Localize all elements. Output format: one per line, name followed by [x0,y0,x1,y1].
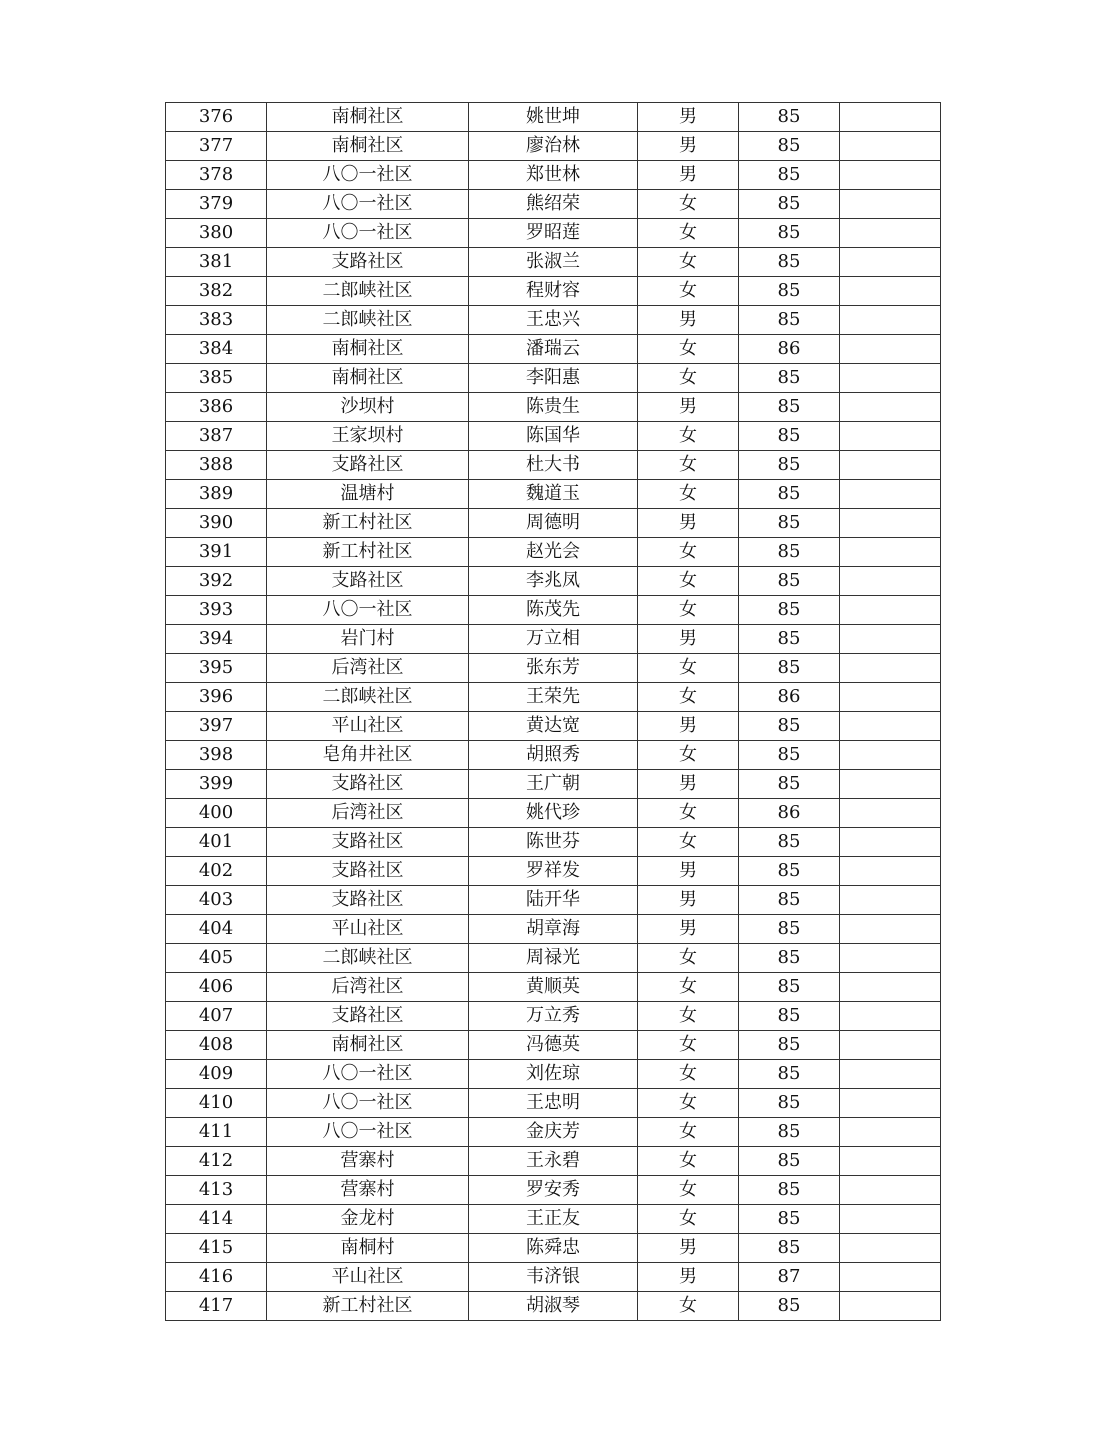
row-number: 389 [166,480,267,509]
age-cell: 85 [739,596,840,625]
person-name-cell: 郑世林 [469,161,638,190]
community-cell: 王家坝村 [267,422,469,451]
person-name-cell: 周禄光 [469,944,638,973]
gender-cell: 男 [638,393,739,422]
remark-cell [840,712,941,741]
row-number: 390 [166,509,267,538]
row-number: 386 [166,393,267,422]
community-cell: 支路社区 [267,828,469,857]
person-name-cell: 万立相 [469,625,638,654]
remark-cell [840,538,941,567]
person-name-cell: 魏道玉 [469,480,638,509]
table-row [166,596,941,625]
age-cell: 85 [739,1118,840,1147]
community-cell: 支路社区 [267,248,469,277]
community-cell: 八〇一社区 [267,596,469,625]
gender-cell: 女 [638,828,739,857]
table-row [166,944,941,973]
table-row [166,1118,941,1147]
community-cell: 支路社区 [267,567,469,596]
remark-cell [840,799,941,828]
row-number: 410 [166,1089,267,1118]
row-number: 415 [166,1234,267,1263]
person-name-cell: 李兆凤 [469,567,638,596]
gender-cell: 女 [638,1147,739,1176]
person-name-cell: 罗祥发 [469,857,638,886]
person-name-cell: 胡淑琴 [469,1292,638,1321]
remark-cell [840,1060,941,1089]
age-cell: 85 [739,770,840,799]
table-row [166,1060,941,1089]
remark-cell [840,741,941,770]
age-cell: 85 [739,741,840,770]
gender-cell: 男 [638,103,739,132]
gender-cell: 女 [638,741,739,770]
gender-cell: 男 [638,1234,739,1263]
row-number: 398 [166,741,267,770]
remark-cell [840,973,941,1002]
community-cell: 后湾社区 [267,654,469,683]
gender-cell: 女 [638,1118,739,1147]
person-name-cell: 程财容 [469,277,638,306]
table-row [166,277,941,306]
gender-cell: 女 [638,451,739,480]
gender-cell: 男 [638,161,739,190]
row-number: 382 [166,277,267,306]
age-cell: 85 [739,973,840,1002]
remark-cell [840,886,941,915]
age-cell: 86 [739,799,840,828]
table-row [166,886,941,915]
person-name-cell: 李阳惠 [469,364,638,393]
remark-cell [840,480,941,509]
age-cell: 85 [739,1147,840,1176]
person-name-cell: 陈贵生 [469,393,638,422]
row-number: 379 [166,190,267,219]
gender-cell: 女 [638,480,739,509]
person-name-cell: 姚世坤 [469,103,638,132]
gender-cell: 女 [638,683,739,712]
remark-cell [840,509,941,538]
age-cell: 85 [739,364,840,393]
community-cell: 支路社区 [267,886,469,915]
row-number: 405 [166,944,267,973]
table-row [166,712,941,741]
gender-cell: 女 [638,973,739,1002]
community-cell: 金龙村 [267,1205,469,1234]
table-row [166,1176,941,1205]
gender-cell: 女 [638,596,739,625]
person-name-cell: 姚代珍 [469,799,638,828]
age-cell: 87 [739,1263,840,1292]
table-row [166,393,941,422]
table-row [166,567,941,596]
table-row [166,538,941,567]
table-row [166,770,941,799]
gender-cell: 男 [638,306,739,335]
gender-cell: 女 [638,944,739,973]
gender-cell: 女 [638,1205,739,1234]
person-name-cell: 韦济银 [469,1263,638,1292]
remark-cell [840,625,941,654]
table-row [166,625,941,654]
table-row [166,1263,941,1292]
row-number: 388 [166,451,267,480]
community-cell: 营寨村 [267,1147,469,1176]
remark-cell [840,219,941,248]
age-cell: 85 [739,1176,840,1205]
age-cell: 85 [739,480,840,509]
gender-cell: 女 [638,335,739,364]
age-cell: 85 [739,1031,840,1060]
row-number: 416 [166,1263,267,1292]
remark-cell [840,683,941,712]
community-cell: 南桐社区 [267,364,469,393]
table-row [166,190,941,219]
table-row [166,306,941,335]
person-name-cell: 黄达宽 [469,712,638,741]
remark-cell [840,654,941,683]
table-row [166,509,941,538]
person-name-cell: 潘瑞云 [469,335,638,364]
community-cell: 八〇一社区 [267,190,469,219]
table-row [166,683,941,712]
age-cell: 85 [739,1089,840,1118]
row-number: 403 [166,886,267,915]
remark-cell [840,190,941,219]
person-name-cell: 王永碧 [469,1147,638,1176]
community-cell: 新工村社区 [267,509,469,538]
remark-cell [840,364,941,393]
table-row [166,364,941,393]
gender-cell: 男 [638,509,739,538]
person-name-cell: 王正友 [469,1205,638,1234]
gender-cell: 男 [638,1263,739,1292]
gender-cell: 男 [638,625,739,654]
community-cell: 平山社区 [267,1263,469,1292]
roster-table-body [166,103,941,1321]
row-number: 387 [166,422,267,451]
person-name-cell: 张淑兰 [469,248,638,277]
roster-table [165,102,941,1321]
gender-cell: 女 [638,1002,739,1031]
remark-cell [840,393,941,422]
person-name-cell: 赵光会 [469,538,638,567]
community-cell: 支路社区 [267,857,469,886]
age-cell: 85 [739,451,840,480]
community-cell: 后湾社区 [267,973,469,1002]
remark-cell [840,1205,941,1234]
gender-cell: 女 [638,799,739,828]
gender-cell: 女 [638,422,739,451]
age-cell: 86 [739,335,840,364]
remark-cell [840,1147,941,1176]
community-cell: 后湾社区 [267,799,469,828]
community-cell: 二郎峡社区 [267,683,469,712]
person-name-cell: 陈国华 [469,422,638,451]
age-cell: 85 [739,509,840,538]
community-cell: 沙坝村 [267,393,469,422]
gender-cell: 男 [638,132,739,161]
table-row [166,1002,941,1031]
row-number: 411 [166,1118,267,1147]
age-cell: 85 [739,1205,840,1234]
community-cell: 南桐社区 [267,103,469,132]
row-number: 378 [166,161,267,190]
table-row [166,915,941,944]
community-cell: 支路社区 [267,1002,469,1031]
community-cell: 南桐社区 [267,1031,469,1060]
person-name-cell: 熊绍荣 [469,190,638,219]
person-name-cell: 王忠明 [469,1089,638,1118]
age-cell: 85 [739,190,840,219]
gender-cell: 女 [638,219,739,248]
age-cell: 85 [739,1234,840,1263]
remark-cell [840,335,941,364]
gender-cell: 女 [638,538,739,567]
gender-cell: 男 [638,712,739,741]
age-cell: 85 [739,422,840,451]
person-name-cell: 胡照秀 [469,741,638,770]
age-cell: 85 [739,828,840,857]
person-name-cell: 王荣先 [469,683,638,712]
table-row [166,973,941,1002]
community-cell: 营寨村 [267,1176,469,1205]
person-name-cell: 黄顺英 [469,973,638,1002]
gender-cell: 女 [638,654,739,683]
person-name-cell: 刘佐琼 [469,1060,638,1089]
remark-cell [840,422,941,451]
community-cell: 南桐社区 [267,132,469,161]
table-row [166,857,941,886]
community-cell: 南桐村 [267,1234,469,1263]
row-number: 401 [166,828,267,857]
row-number: 391 [166,538,267,567]
person-name-cell: 罗安秀 [469,1176,638,1205]
age-cell: 85 [739,915,840,944]
gender-cell: 女 [638,364,739,393]
community-cell: 新工村社区 [267,1292,469,1321]
community-cell: 岩门村 [267,625,469,654]
community-cell: 八〇一社区 [267,1089,469,1118]
age-cell: 85 [739,712,840,741]
age-cell: 85 [739,625,840,654]
person-name-cell: 周德明 [469,509,638,538]
remark-cell [840,132,941,161]
community-cell: 新工村社区 [267,538,469,567]
table-row [166,161,941,190]
row-number: 406 [166,973,267,1002]
age-cell: 86 [739,683,840,712]
table-row [166,132,941,161]
remark-cell [840,596,941,625]
gender-cell: 男 [638,770,739,799]
remark-cell [840,857,941,886]
person-name-cell: 杜大书 [469,451,638,480]
age-cell: 85 [739,857,840,886]
person-name-cell: 胡章海 [469,915,638,944]
row-number: 414 [166,1205,267,1234]
community-cell: 二郎峡社区 [267,944,469,973]
row-number: 400 [166,799,267,828]
person-name-cell: 万立秀 [469,1002,638,1031]
table-row [166,422,941,451]
age-cell: 85 [739,248,840,277]
remark-cell [840,1292,941,1321]
table-row [166,1147,941,1176]
remark-cell [840,1234,941,1263]
person-name-cell: 罗昭莲 [469,219,638,248]
remark-cell [840,248,941,277]
age-cell: 85 [739,944,840,973]
gender-cell: 女 [638,1031,739,1060]
age-cell: 85 [739,103,840,132]
gender-cell: 女 [638,567,739,596]
gender-cell: 男 [638,857,739,886]
table-row [166,1031,941,1060]
age-cell: 85 [739,567,840,596]
gender-cell: 女 [638,190,739,219]
person-name-cell: 冯德英 [469,1031,638,1060]
community-cell: 二郎峡社区 [267,306,469,335]
age-cell: 85 [739,393,840,422]
row-number: 396 [166,683,267,712]
row-number: 385 [166,364,267,393]
table-row [166,654,941,683]
community-cell: 南桐社区 [267,335,469,364]
remark-cell [840,1031,941,1060]
table-row [166,741,941,770]
table-row [166,1205,941,1234]
row-number: 412 [166,1147,267,1176]
row-number: 413 [166,1176,267,1205]
table-row [166,480,941,509]
community-cell: 八〇一社区 [267,161,469,190]
community-cell: 平山社区 [267,712,469,741]
gender-cell: 女 [638,248,739,277]
row-number: 383 [166,306,267,335]
row-number: 393 [166,596,267,625]
community-cell: 八〇一社区 [267,1118,469,1147]
age-cell: 85 [739,1060,840,1089]
gender-cell: 女 [638,1060,739,1089]
row-number: 380 [166,219,267,248]
age-cell: 85 [739,306,840,335]
gender-cell: 女 [638,1292,739,1321]
table-row [166,451,941,480]
age-cell: 85 [739,1292,840,1321]
row-number: 417 [166,1292,267,1321]
age-cell: 85 [739,277,840,306]
community-cell: 支路社区 [267,451,469,480]
row-number: 407 [166,1002,267,1031]
remark-cell [840,828,941,857]
table-row [166,1234,941,1263]
row-number: 408 [166,1031,267,1060]
remark-cell [840,1118,941,1147]
person-name-cell: 王忠兴 [469,306,638,335]
table-row [166,219,941,248]
community-cell: 八〇一社区 [267,1060,469,1089]
age-cell: 85 [739,132,840,161]
remark-cell [840,567,941,596]
remark-cell [840,161,941,190]
row-number: 392 [166,567,267,596]
remark-cell [840,277,941,306]
person-name-cell: 金庆芳 [469,1118,638,1147]
remark-cell [840,103,941,132]
age-cell: 85 [739,654,840,683]
gender-cell: 女 [638,1089,739,1118]
row-number: 399 [166,770,267,799]
person-name-cell: 王广朝 [469,770,638,799]
table-row [166,799,941,828]
gender-cell: 男 [638,915,739,944]
community-cell: 二郎峡社区 [267,277,469,306]
age-cell: 85 [739,161,840,190]
table-row [166,335,941,364]
age-cell: 85 [739,886,840,915]
remark-cell [840,915,941,944]
gender-cell: 女 [638,277,739,306]
remark-cell [840,451,941,480]
gender-cell: 男 [638,886,739,915]
community-cell: 平山社区 [267,915,469,944]
person-name-cell: 张东芳 [469,654,638,683]
row-number: 404 [166,915,267,944]
person-name-cell: 陈茂先 [469,596,638,625]
community-cell: 支路社区 [267,770,469,799]
person-name-cell: 廖治林 [469,132,638,161]
row-number: 384 [166,335,267,364]
remark-cell [840,1176,941,1205]
row-number: 377 [166,132,267,161]
age-cell: 85 [739,538,840,567]
table-row [166,828,941,857]
remark-cell [840,944,941,973]
community-cell: 温塘村 [267,480,469,509]
age-cell: 85 [739,219,840,248]
person-name-cell: 陈世芬 [469,828,638,857]
table-row [166,103,941,132]
remark-cell [840,770,941,799]
remark-cell [840,1263,941,1292]
person-name-cell: 陈舜忠 [469,1234,638,1263]
age-cell: 85 [739,1002,840,1031]
table-row [166,1089,941,1118]
row-number: 381 [166,248,267,277]
remark-cell [840,1089,941,1118]
table-row [166,1292,941,1321]
row-number: 409 [166,1060,267,1089]
remark-cell [840,1002,941,1031]
community-cell: 八〇一社区 [267,219,469,248]
row-number: 394 [166,625,267,654]
remark-cell [840,306,941,335]
row-number: 376 [166,103,267,132]
gender-cell: 女 [638,1176,739,1205]
row-number: 395 [166,654,267,683]
person-name-cell: 陆开华 [469,886,638,915]
row-number: 397 [166,712,267,741]
table-row [166,248,941,277]
row-number: 402 [166,857,267,886]
community-cell: 皂角井社区 [267,741,469,770]
